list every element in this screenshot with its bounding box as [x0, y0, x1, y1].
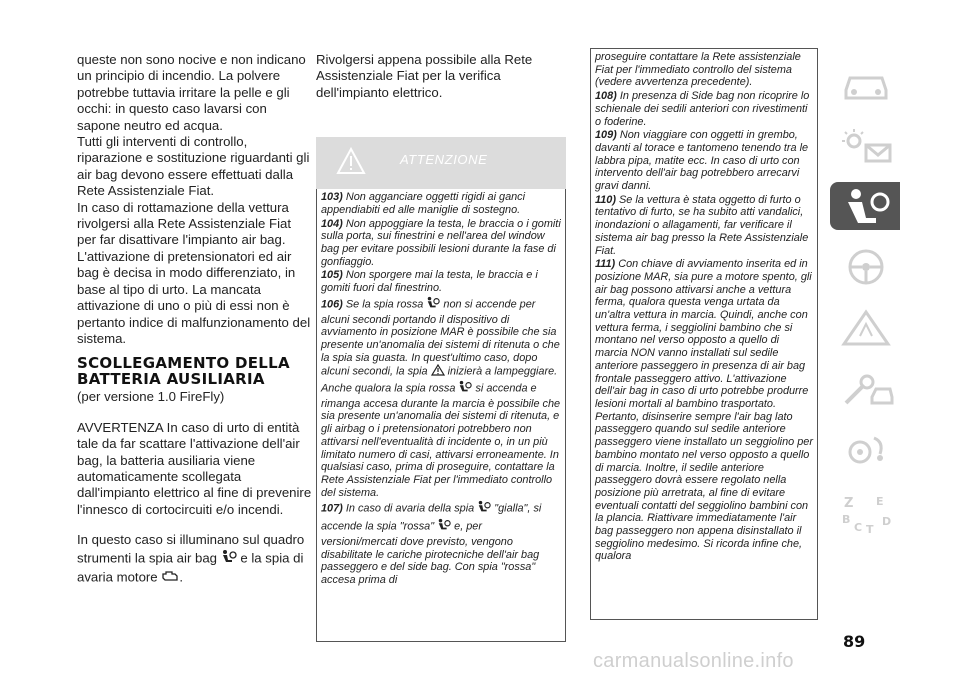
note-108: 108) In presenza di Side bag non ricoprire lo schienale dei sedili anteriori con rivestimenti o foderine. [595, 90, 810, 128]
steering-wheel-icon [836, 247, 896, 287]
svg-text:D: D [882, 515, 892, 528]
column-middle [316, 52, 566, 642]
wrench-car-icon [836, 369, 896, 409]
svg-text:C: C [854, 521, 863, 534]
tab-technical[interactable] [830, 426, 900, 474]
warning-triangle-icon [336, 147, 366, 180]
svg-text:E: E [876, 495, 884, 508]
car-icon [836, 64, 896, 104]
paragraph-intro: Rivolgersi appena possibile alla Rete Assistenziale Fiat per la verifica dell'impianto elettrico. [316, 52, 533, 100]
warning-small-icon [431, 364, 445, 380]
lights-text-1: In questo caso si illuminano sul quadro strumenti la spia air bag [77, 532, 305, 566]
warning-title: ATTENZIONE [400, 152, 488, 168]
alphabet-index-icon [836, 491, 896, 535]
tab-index[interactable] [830, 487, 900, 535]
column-left [77, 52, 312, 587]
warning-header [316, 137, 566, 189]
seatbelt-airbag-icon [836, 186, 896, 226]
tab-car[interactable] [830, 60, 900, 108]
airbag-red-icon-2 [458, 380, 472, 398]
note-111: 111) Con chiave di avviamento inserita ed in posizione MAR, sia pure a motore spento, gli air bag possono attivarsi anche a vettura ferma, qualora questa venga urtata da un'altra vettura in marcia. Quindi, anche con vettura ferma, i seggiolini bambino che si montano nel verso opposto a quello di marcia NON vanno installati sul sedile anteriore passeggero in presenza di air bag frontale passeggero attivo. L'attivazione dell'air bag in caso di urto potrebbe produrre lesioni mortali al bambino trasportato. Pertanto, disinserire sempre l'air bag lato passeggero quando sul sedile anteriore passeggero viene installato un seggiolino per bambino montato nel verso opposto a quello di marcia. Inoltre, il sedile anteriore passeggero dovrà essere regolato nella posizione più arretrata, al fine di evitare eventuali contatti del seggiolino bambini con la plancia. Riattivare immediatamente l'air bag passeggero non appena disinstallato il seggiolino medesimo. Si ricorda infine che, qualora [595, 258, 813, 563]
paragraph-powder: queste non sono nocive e non indicano un principio di incendio. La polvere potrebbe tuttavia irritare la pelle e gli occhi: in questo caso lavarsi con sapone neutro ed acqua. [77, 52, 306, 133]
note-109: 109) Non viaggiare con oggetti in grembo, davanti al torace e tantomeno tenendo tra le labbra pipa, matite ecc. In caso di urto con intervento dell'air bag potrebbero arrecarvi gravi danni. [595, 129, 809, 193]
watermark: carmanualsonline.info [593, 650, 794, 672]
chapter-tabs [830, 60, 900, 548]
page-number: 89 [843, 632, 866, 651]
airbag-warning-icon [221, 549, 237, 569]
airbag-yellow-icon [477, 500, 491, 518]
note-106: 106) Se la spia rossa non si accende per alcuni secondi portando il dispositivo di avviamento in posizione MAR è possibile che sia presente un'anomalia dei sistemi di ritenuta o che la spia sia guasta. In quest'ultimo caso, dopo alcuni secondi, la spia inizierà a lampeggiare. Anche qualora la spia rossa si accenda e rimanga accesa durante la marcia è possibile che sia presente un'anomalia dei sistemi di ritenuta, e gli airbag o i pretensionatori potrebbero non attivarsi nell'eventualità di incidente o, in un più limitato numero di casi, attivarsi erroneamente. In qualsiasi caso, prima di proseguire, contattare la Rete Assistenziale Fiat per l'immediato controllo del sistema. [321, 296, 561, 500]
tab-driving[interactable] [830, 243, 900, 291]
warning-box-right [590, 48, 818, 620]
airbag-red-icon-3 [437, 518, 451, 536]
paragraph-service: Tutti gli interventi di controllo, riparazione e sostituzione riguardanti gli air bag devono essere effettuati dalla Rete Assistenziale Fiat. [77, 134, 310, 199]
note-103: 103) Non agganciare oggetti rigidi ai ganci appendiabiti ed alle maniglie di sostegno. [321, 191, 526, 216]
warning-box-middle [316, 189, 566, 642]
engine-fault-icon [161, 569, 179, 587]
paragraph-warning: AVVERTENZA In caso di urto di entità tale da far scattare l'attivazione dell'air bag, la batteria ausiliaria viene automaticamente scollegata dall'impianto elettrico al fine di prevenire l'innesco di cortocircuiti e/o incendi. [77, 419, 312, 517]
note-110: 110) Se la vettura è stata oggetto di furto o tentativo di furto, se ha subito atti vandalici, inondazioni o allagamenti, far verificare il sistema air bag presso la Rete Assistenziale Fiat. [595, 193, 809, 257]
note-107: 107) In caso di avaria della spia "gialla", si accende la spia "rossa" e, per versioni/mercati dove previsto, vengono disabilitate le cariche pirotecniche dell'air bag passeggero e del side bag. Con spia "rossa" accesa prima di [321, 500, 561, 586]
tab-lights-messages[interactable] [830, 121, 900, 169]
tab-maintenance[interactable] [830, 365, 900, 413]
tab-safety[interactable] [830, 182, 900, 230]
tab-emergency[interactable] [830, 304, 900, 352]
note-104: 104) Non appoggiare la testa, le braccia o i gomiti sulla porta, sui finestrini e nell'area del window bag per evitare possibili lesioni durante la fase di gonfiaggio. [321, 217, 561, 268]
svg-text:T: T [866, 523, 874, 535]
version-note: (per versione 1.0 FireFly) [77, 389, 225, 405]
settings-media-icon [836, 430, 896, 470]
paragraph-scrapping: In caso di rottamazione della vettura rivolgersi alla Rete Assistenziale Fiat per far disattivare l'impianto air bag. L'attivazione di pretensionatori ed air bag è decisa in modo differenziato, in base al tipo di urto. La mancata attivazione di uno o più di essi non è pertanto indice di malfunzionamento del sistema. [77, 199, 311, 346]
svg-text:Z: Z [844, 496, 854, 511]
note-continued: proseguire contattare la Rete assistenziale Fiat per l'immediato controllo del sistema (vedere avvertenza precedente). [595, 51, 801, 89]
lights-text-2: e la spia di avaria motore [77, 550, 304, 585]
svg-text:B: B [842, 513, 851, 526]
note-105: 105) Non sporgere mai la testa, le braccia e i gomiti fuori dal finestrino. [321, 269, 538, 295]
column-right [590, 52, 818, 620]
lights-message-icon [836, 125, 896, 165]
section-heading: SCOLLEGAMENTO DELLA BATTERIA AUSILIARIA [77, 354, 290, 389]
warning-road-icon [836, 308, 896, 348]
airbag-red-icon [426, 296, 440, 314]
paragraph-lights: In questo caso si illuminano sul quadro strumenti la spia air bag e la spia di avaria motore . [77, 532, 312, 587]
